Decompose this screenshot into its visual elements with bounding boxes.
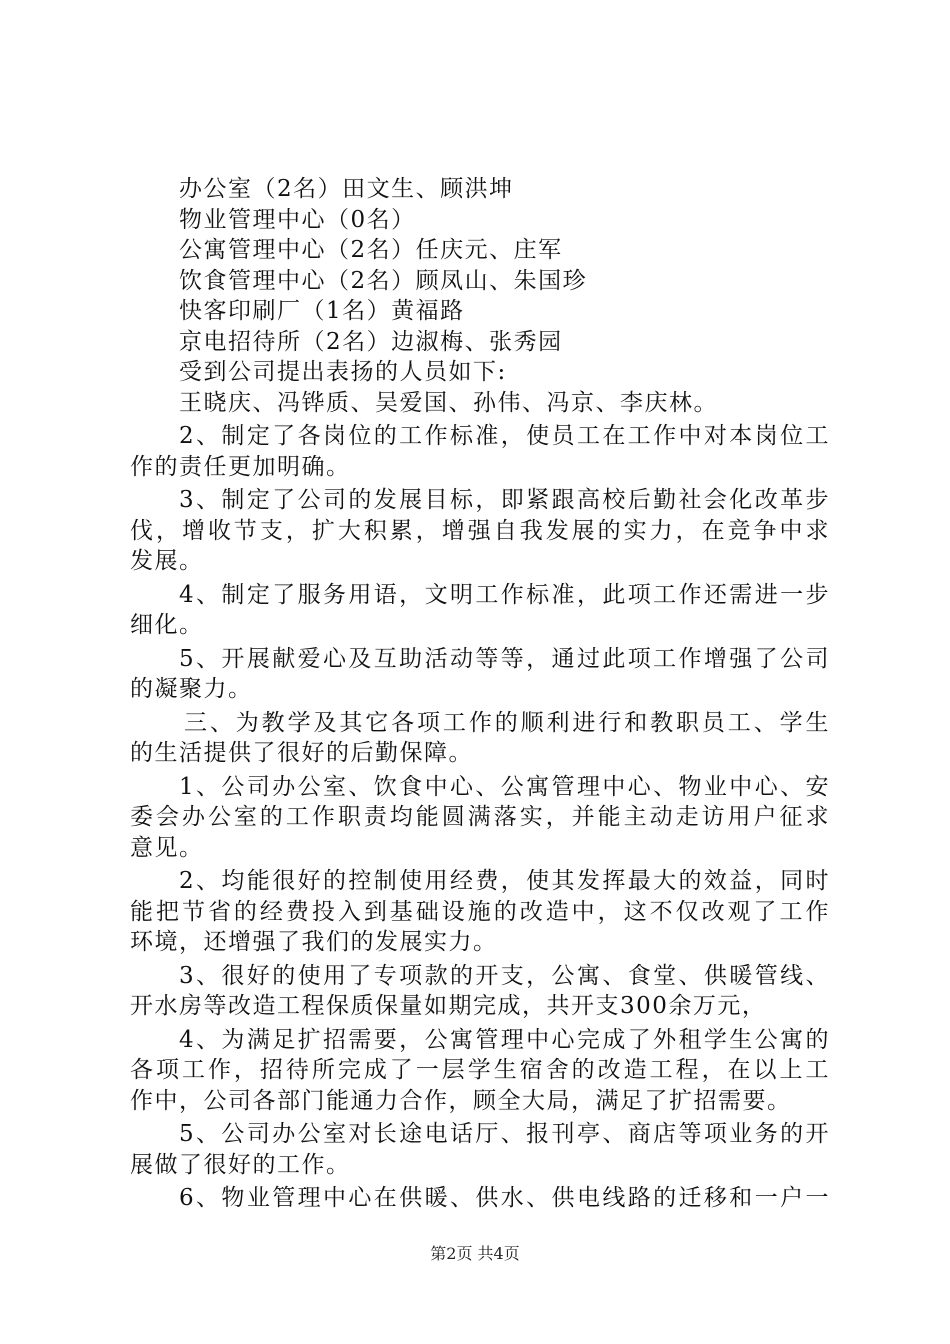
text-line: 饮食管理中心（2名）顾凤山、朱国珍 <box>179 267 588 294</box>
text-line: 办公室（2名）田文生、顾洪坤 <box>179 176 514 202</box>
text-line: 能把节省的经费投入到基础设施的改造中，这不仅改观了工作 <box>130 898 830 925</box>
section-heading: 三、为教学及其它各项工作的顺利进行和教职员工、学生 <box>184 709 830 736</box>
text-line: 作中，公司各部门能通力合作，顾全大局，满足了扩招需要。 <box>130 1087 792 1114</box>
text-line: 2、制定了各岗位的工作标准，使员工在工作中对本岗位工 <box>179 423 830 449</box>
text-line: 环境，还增强了我们的发展实力。 <box>130 929 498 955</box>
text-line: 细化。 <box>130 612 204 638</box>
text-line: 快客印刷厂（1名）黄福路 <box>179 298 465 324</box>
text-line: 京电招待所（2名）边淑梅、张秀园 <box>179 328 563 355</box>
text-line: 展做了很好的工作。 <box>130 1151 351 1178</box>
text-line: 开水房等改造工程保质保量如期完成，共开支300余万元， <box>130 993 767 1019</box>
text-line: 物业管理中心（0名） <box>179 206 416 233</box>
text-line: 发展。 <box>130 548 204 574</box>
text-line: 3、制定了公司的发展目标，即紧跟高校后勤社会化改革步 <box>179 487 830 513</box>
text-line: 6、物业管理中心在供暖、供水、供电线路的迁移和一户一 <box>179 1185 830 1211</box>
text-line: 各项工作，招待所完成了一层学生宿舍的改造工程，在以上工 <box>130 1057 830 1083</box>
text-line: 4、为满足扩招需要，公寓管理中心完成了外租学生公寓的 <box>179 1026 830 1053</box>
text-line: 1、公司办公室、饮食中心、公寓管理中心、物业中心、安 <box>179 773 830 800</box>
text-line: 作的责任更加明确。 <box>130 453 351 480</box>
text-line: 2、均能很好的控制使用经费，使其发挥最大的效益，同时 <box>179 868 830 894</box>
text-line: 公寓管理中心（2名）任庆元、庄军 <box>179 237 563 263</box>
text-line: 受到公司提出表扬的人员如下: <box>179 359 507 385</box>
text-line: 王晓庆、冯铧质、吴爱国、孙伟、冯京、李庆林。 <box>179 389 718 416</box>
text-line: 伐，增收节支，扩大积累，增强自我发展的实力，在竞争中求 <box>130 517 830 544</box>
text-line: 委会办公室的工作职责均能圆满落实，并能主动走访用户征求 <box>130 804 830 830</box>
text-line: 的生活提供了很好的后勤保障。 <box>130 740 473 766</box>
text-line: 5、公司办公室对长途电话厅、报刊亭、商店等项业务的开 <box>179 1121 830 1147</box>
text-line: 意见。 <box>130 834 204 861</box>
page-number: 第2页 共4页 <box>430 1244 520 1263</box>
text-line: 3、很好的使用了专项款的开支，公寓、食堂、供暖管线、 <box>179 962 830 989</box>
document-body <box>130 174 830 1214</box>
text-line: 的凝聚力。 <box>130 676 253 702</box>
text-line: 5、开展献爱心及互助活动等等，通过此项工作增强了公司 <box>179 645 830 672</box>
text-line: 4、制定了服务用语，文明工作标准，此项工作还需进一步 <box>179 581 830 608</box>
